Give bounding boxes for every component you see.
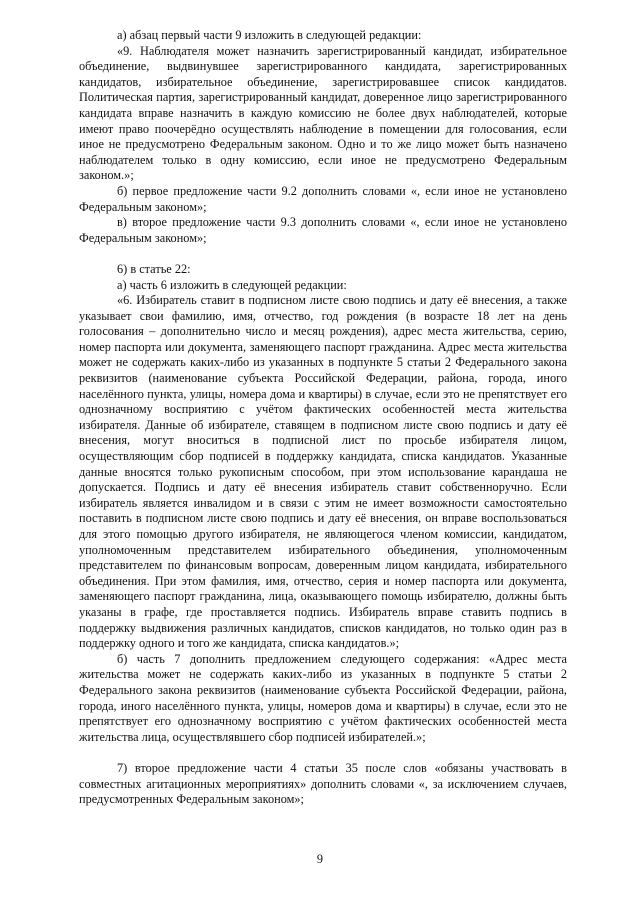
paragraph-part-6-text: «6. Избиратель ставит в подписном листе свою подпись и дату её внесения, а также указывает свои фамилию, имя, отчество, год рождения (в возрасте 18 лет на день голосования – дополнительно число и месяц рождения), адрес места жительства, серию, номер паспорта или документа, заменяющего паспорт гражданина. Адрес места жительства может не содержать каких-либо из указанных в подпункте 5 статьи 2 Федерального закона реквизитов (наименование субъекта Российской Федерации, района, города, иного населённого пункта, улицы, номера дома и квартиры) в случае, если это не препятствует его однозначному восприятию с учётом фактических особенностей места жительства избирателя. Данные об избирателе, ставящем в подписном листе свою подпись и дату её внесения, могут вноситься в подписной лист по просьбе избирателя лицом, осуществляющим сбор подписей в поддержку кандидата, списка кандидатов. Указанные данные вносятся только рукописным способом, при этом использование карандаша не допускается. Подпись и дату её внесения избиратель ставит собственноручно. Если избиратель является инвалидом и в связи с этим не имеет возможности самостоятельно поставить в подписном листе свою подпись и дату её внесения, он вправе воспользоваться для этого помощью другого избирателя, не являющегося членом комиссии, кандидатом, уполномоченным представителем избирательного объединения, уполномоченным представителем по финансовым вопросам, доверенным лицом кандидата, избирательного объединения. При этом фамилия, имя, отчество, серия и номер паспорта или документа, заменяющего паспорт гражданина, лица, оказывающего помощь избирателю, должны быть указаны в графе, где проставляется подпись. Избиратель вправе ставить подпись в поддержку выдвижения различных кандидатов, списков кандидатов, но только один раз в поддержку одного и того же кандидата, списка кандидатов.»; — [79, 293, 567, 651]
paragraph-amendment-b-part-9-2: б) первое предложение части 9.2 дополнить словами «, если иное не установлено Федеральным законом»; — [79, 183, 567, 214]
paragraph-amendment-a-part-9: а) абзац первый части 9 изложить в следующей редакции: — [117, 28, 422, 42]
document-body — [79, 28, 567, 808]
paragraph-item-7-article-35: 7) второе предложение части 4 статьи 35 после слов «обязаны участвовать в совместных агитационных мероприятиях» дополнить словами «, за исключением случаев, предусмотренных Федеральным законом»; — [79, 760, 567, 807]
paragraph-amendment-v-part-9-3: в) второе предложение части 9.3 дополнить словами «, если иное не установлено Федеральным законом»; — [79, 215, 567, 245]
page-number: 9 — [316, 852, 324, 866]
paragraph-item-6-article-22: 6) в статье 22: — [117, 261, 191, 276]
paragraph-part-9-text: «9. Наблюдателя может назначить зарегистрированный кандидат, избирательное объединение, выдвинувшее зарегистрированного кандидата, зарегистрированных кандидатов, избирательное объединение, зарегистрировавшее список кандидатов. Политическая партия, зарегистрированный кандидат, доверенное лицо зарегистрированного кандидата вправе назначить в каждую комиссию не более двух наблюдателей, которые имеют право поочерёдно осуществлять наблюдение в помещении для голосования, если иное не предусмотрено Федеральным законом. Одно и то же лицо может быть назначено наблюдателем только в одну комиссию, если иное не предусмотрено Федеральным законом.»; — [79, 43, 567, 183]
paragraph-amendment-b-part-7: б) часть 7 дополнить предложением следующего содержания: «Адрес места жительства может не содержать каких-либо из указанных в подпункте 5 статьи 2 Федерального закона реквизитов (наименование субъекта Российской Федерации, района, города, иного населённого пункта, улицы, номеров дома и квартиры) в случае, если это не препятствует его однозначному восприятию с учётом фактических особенностей места жительства лица, осуществлявшего сбор подписей избирателей.»; — [79, 651, 567, 744]
paragraph-amendment-a-part-6: а) часть 6 изложить в следующей редакции: — [117, 277, 347, 292]
